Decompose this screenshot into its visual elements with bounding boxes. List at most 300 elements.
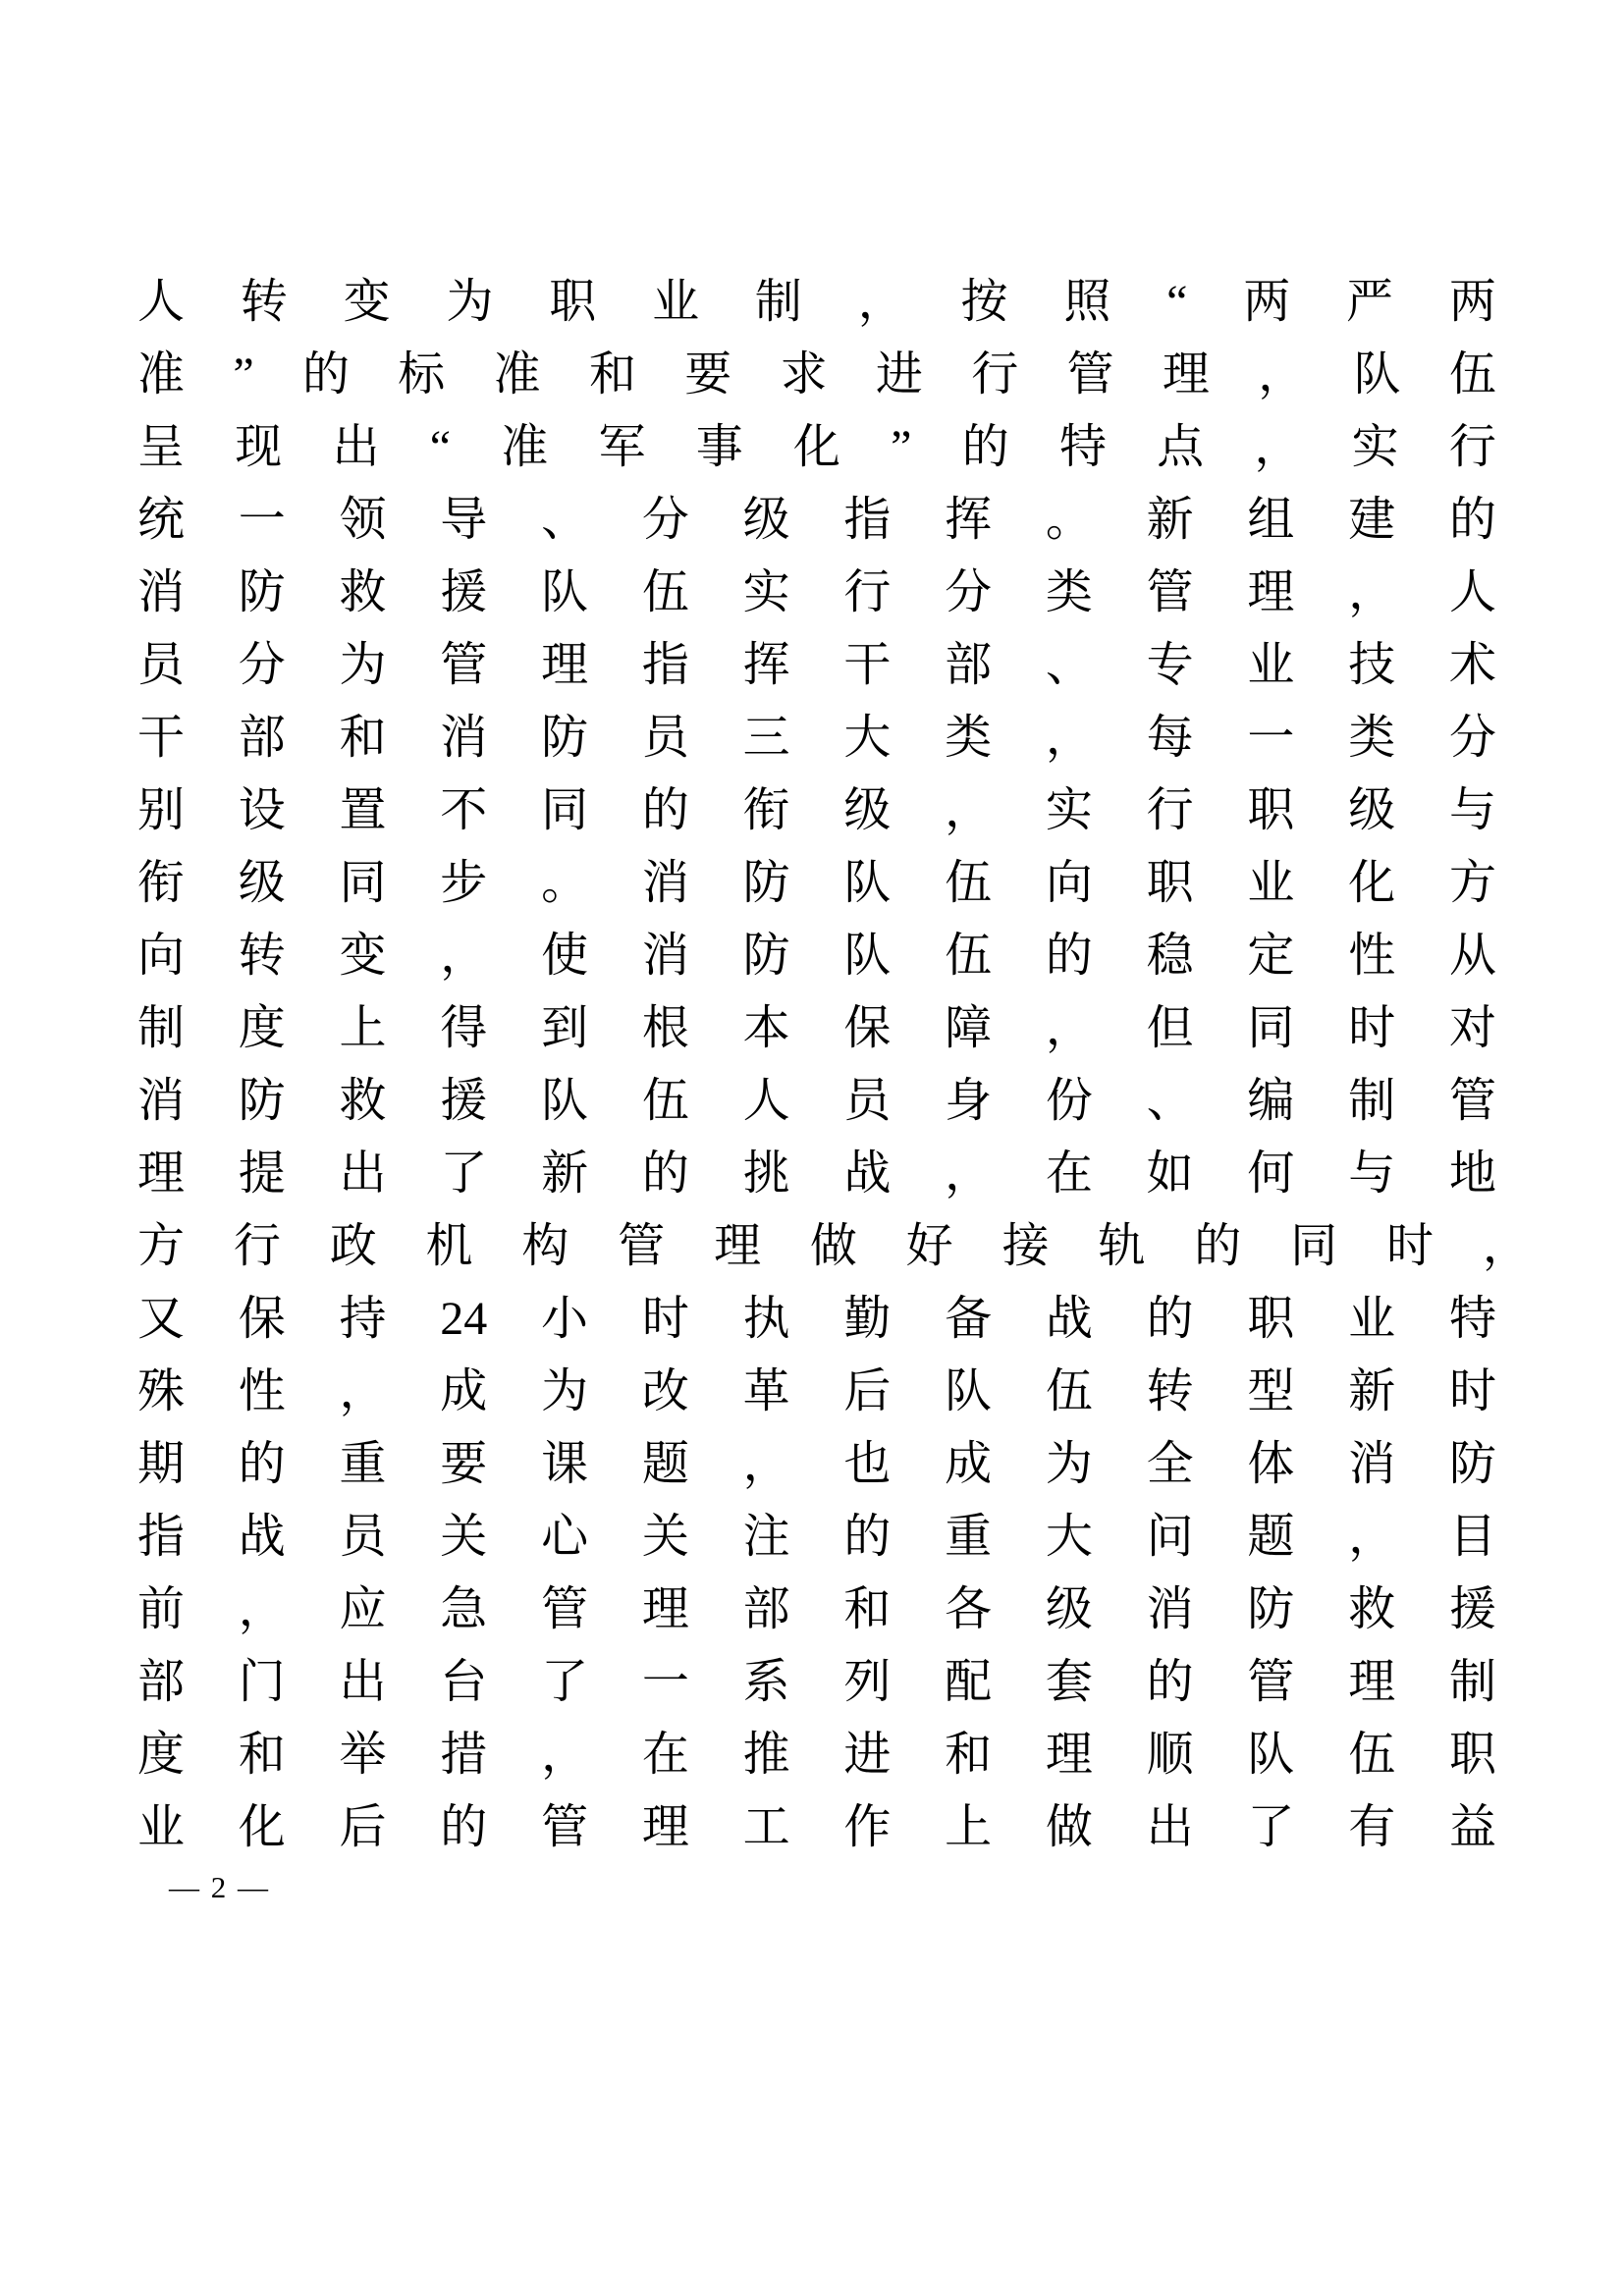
glyph: 的: [641, 784, 689, 836]
text-line: [137, 1367, 1496, 1416]
glyph: 勤: [843, 1293, 892, 1345]
glyph: 挥: [742, 639, 790, 691]
text-line: [137, 1077, 1496, 1126]
glyph: 台: [440, 1656, 488, 1708]
glyph: 伍: [641, 1075, 689, 1127]
glyph: 的: [238, 1438, 286, 1490]
text-line: [137, 568, 1496, 617]
glyph: 两: [1448, 276, 1496, 328]
glyph: 和: [238, 1729, 286, 1781]
glyph: “: [1166, 276, 1188, 328]
glyph: 置: [339, 784, 387, 836]
glyph: “: [429, 421, 452, 473]
glyph: 做: [1045, 1801, 1093, 1853]
glyph: 在: [641, 1729, 689, 1781]
glyph: 防: [1448, 1438, 1496, 1490]
glyph: 职: [1247, 1293, 1295, 1345]
glyph: 伍: [945, 857, 993, 909]
text-line: [137, 1731, 1496, 1780]
glyph: 领: [339, 494, 387, 546]
glyph: 技: [1348, 639, 1396, 691]
glyph: 防: [238, 1075, 286, 1127]
glyph: 从: [1448, 930, 1496, 982]
glyph: 应: [339, 1583, 387, 1635]
glyph: 行: [971, 348, 1019, 400]
glyph: 军: [598, 421, 646, 473]
glyph: 要: [440, 1438, 488, 1490]
glyph: 性: [1348, 930, 1396, 982]
glyph: ，: [857, 276, 905, 328]
glyph: 了: [440, 1148, 488, 1200]
glyph: 行: [233, 1220, 281, 1272]
glyph: 配: [945, 1656, 993, 1708]
glyph: 防: [742, 857, 790, 909]
glyph: 的: [301, 348, 350, 400]
glyph: 理: [1162, 348, 1210, 400]
glyph: 伍: [1348, 1729, 1396, 1781]
glyph: 呈: [137, 421, 186, 473]
glyph: 行: [1146, 784, 1194, 836]
glyph: 根: [641, 1002, 689, 1054]
text-line: [137, 1513, 1496, 1562]
glyph: 接: [1001, 1220, 1050, 1272]
glyph: 业: [1348, 1293, 1396, 1345]
glyph: 级: [843, 784, 892, 836]
glyph: 队: [541, 566, 589, 618]
glyph: 制: [1448, 1656, 1496, 1708]
glyph: 问: [1146, 1511, 1194, 1563]
glyph: 业: [1247, 857, 1295, 909]
glyph: 队: [843, 930, 892, 982]
glyph: 的: [1045, 930, 1093, 982]
glyph: 提: [238, 1148, 286, 1200]
glyph: 得: [440, 1002, 488, 1054]
glyph: 门: [238, 1656, 286, 1708]
text-line: [137, 1585, 1496, 1634]
glyph: 份: [1045, 1075, 1093, 1127]
glyph: ”: [233, 348, 254, 400]
glyph: 员: [843, 1075, 892, 1127]
glyph: 挑: [742, 1148, 790, 1200]
glyph: 别: [137, 784, 186, 836]
glyph: 队: [541, 1075, 589, 1127]
glyph: 关: [440, 1511, 488, 1563]
glyph: 三: [742, 712, 790, 764]
glyph: 职: [549, 276, 597, 328]
glyph: 人: [137, 276, 186, 328]
glyph: 同: [339, 857, 387, 909]
glyph: 改: [641, 1365, 689, 1417]
glyph: ，: [440, 930, 488, 982]
glyph: ，: [1045, 1002, 1093, 1054]
glyph: 防: [1247, 1583, 1295, 1635]
glyph: ，: [1254, 421, 1302, 473]
glyph: 目: [1448, 1511, 1496, 1563]
glyph: 的: [440, 1801, 488, 1853]
glyph: 和: [843, 1583, 892, 1635]
glyph: 又: [137, 1293, 186, 1345]
glyph: 员: [137, 639, 186, 691]
glyph: 为: [339, 639, 387, 691]
page-number: — 2 —: [169, 1870, 270, 1904]
glyph: 化: [1348, 857, 1396, 909]
glyph: 业: [137, 1801, 186, 1853]
glyph: 类: [945, 712, 993, 764]
body-text: [137, 276, 1530, 1876]
glyph: 好: [905, 1220, 953, 1272]
glyph: 进: [843, 1729, 892, 1781]
glyph: 顺: [1146, 1729, 1194, 1781]
glyph: ，: [1258, 348, 1306, 400]
text-line: [137, 641, 1496, 690]
glyph: 干: [137, 712, 186, 764]
glyph: 与: [1448, 784, 1496, 836]
glyph: 执: [742, 1293, 790, 1345]
glyph: 出: [1146, 1801, 1194, 1853]
glyph: 组: [1247, 494, 1295, 546]
glyph: 成: [440, 1365, 488, 1417]
glyph: 防: [742, 930, 790, 982]
glyph: 救: [1348, 1583, 1396, 1635]
glyph: 小: [541, 1293, 589, 1345]
text-line: [137, 423, 1496, 472]
glyph: 与: [1348, 1148, 1396, 1200]
glyph: 出: [339, 1148, 387, 1200]
glyph: 实: [1045, 784, 1093, 836]
glyph: 使: [541, 930, 589, 982]
glyph: 定: [1247, 930, 1295, 982]
text-line: [137, 1222, 1530, 1271]
glyph: 急: [440, 1583, 488, 1635]
glyph: 化: [238, 1801, 286, 1853]
glyph: 变: [343, 276, 391, 328]
glyph: 职: [1448, 1729, 1496, 1781]
text-line: [137, 1658, 1496, 1707]
text-line: [137, 1295, 1496, 1344]
glyph: 性: [238, 1365, 286, 1417]
glyph: 级: [1348, 784, 1396, 836]
text-line: [137, 1803, 1496, 1852]
text-line: [137, 932, 1496, 981]
glyph: 级: [742, 494, 790, 546]
glyph: 时: [1385, 1220, 1434, 1272]
glyph: 每: [1146, 712, 1194, 764]
glyph: 后: [339, 1801, 387, 1853]
glyph: 机: [425, 1220, 473, 1272]
glyph: 管: [618, 1220, 666, 1272]
glyph: 理: [714, 1220, 762, 1272]
glyph: 队: [1247, 1729, 1295, 1781]
glyph: ，: [541, 1729, 589, 1781]
glyph: 部: [238, 712, 286, 764]
glyph: 管: [1146, 566, 1194, 618]
text-line: [137, 859, 1496, 908]
glyph: 重: [945, 1511, 993, 1563]
text-line: [137, 278, 1496, 327]
glyph: 、: [1045, 639, 1093, 691]
glyph: ，: [339, 1365, 387, 1417]
glyph: 的: [1448, 494, 1496, 546]
glyph: 方: [137, 1220, 186, 1272]
glyph: 理: [137, 1148, 186, 1200]
glyph: 时: [641, 1293, 689, 1345]
glyph: 事: [695, 421, 743, 473]
glyph: 制: [1348, 1075, 1396, 1127]
glyph: 构: [521, 1220, 569, 1272]
glyph: 了: [1247, 1801, 1295, 1853]
glyph: 援: [1448, 1583, 1496, 1635]
glyph: 变: [339, 930, 387, 982]
glyph: 保: [843, 1002, 892, 1054]
glyph: 队: [1353, 348, 1401, 400]
glyph: 援: [440, 1075, 488, 1127]
glyph: 职: [1247, 784, 1295, 836]
glyph: 成: [945, 1438, 993, 1490]
glyph: 管: [440, 639, 488, 691]
glyph: 持: [339, 1293, 387, 1345]
glyph: 准: [137, 348, 186, 400]
glyph: 向: [137, 930, 186, 982]
glyph: 举: [339, 1729, 387, 1781]
glyph: 心: [541, 1511, 589, 1563]
glyph: 保: [238, 1293, 286, 1345]
glyph: 消: [137, 566, 186, 618]
glyph: 职: [1146, 857, 1194, 909]
glyph: 伍: [1045, 1365, 1093, 1417]
glyph: 一: [238, 494, 286, 546]
glyph: 上: [339, 1002, 387, 1054]
glyph: 关: [641, 1511, 689, 1563]
glyph: 防: [541, 712, 589, 764]
glyph: 的: [641, 1148, 689, 1200]
text-line: [137, 786, 1496, 835]
glyph: 向: [1045, 857, 1093, 909]
glyph: 和: [945, 1729, 993, 1781]
glyph: 同: [541, 784, 589, 836]
text-line: [137, 1004, 1496, 1053]
glyph: ，: [945, 784, 993, 836]
glyph: 按: [960, 276, 1008, 328]
glyph: 队: [945, 1365, 993, 1417]
glyph: ，: [1045, 712, 1093, 764]
glyph: 全: [1146, 1438, 1194, 1490]
glyph: 准: [501, 421, 549, 473]
glyph: 消: [641, 857, 689, 909]
glyph: 的: [961, 421, 1009, 473]
glyph: 各: [945, 1583, 993, 1635]
glyph: 在: [1045, 1148, 1093, 1200]
glyph: 部: [742, 1583, 790, 1635]
glyph: ，: [742, 1438, 790, 1490]
glyph: 制: [754, 276, 802, 328]
glyph: 专: [1146, 639, 1194, 691]
glyph: 为: [541, 1365, 589, 1417]
glyph: 照: [1063, 276, 1111, 328]
glyph: 后: [843, 1365, 892, 1417]
glyph: 前: [137, 1583, 186, 1635]
glyph: 的: [1146, 1293, 1194, 1345]
glyph: 指: [843, 494, 892, 546]
glyph: 标: [398, 348, 446, 400]
glyph: 时: [1348, 1002, 1396, 1054]
glyph: 转: [238, 930, 286, 982]
glyph: 步: [440, 857, 488, 909]
glyph: 干: [843, 639, 892, 691]
glyph: 救: [339, 1075, 387, 1127]
text-line: [137, 1149, 1496, 1199]
glyph: 部: [945, 639, 993, 691]
glyph: 理: [1348, 1656, 1396, 1708]
glyph: 推: [742, 1729, 790, 1781]
glyph: 导: [440, 494, 488, 546]
glyph: 到: [541, 1002, 589, 1054]
text-line: [137, 714, 1496, 763]
glyph: 准: [493, 348, 541, 400]
glyph: 工: [742, 1801, 790, 1853]
glyph: 题: [641, 1438, 689, 1490]
glyph: 伍: [1448, 348, 1496, 400]
glyph: 类: [1045, 566, 1093, 618]
glyph: 革: [742, 1365, 790, 1417]
glyph: 统: [137, 494, 186, 546]
glyph: 时: [1448, 1365, 1496, 1417]
glyph: 新: [541, 1148, 589, 1200]
glyph: 消: [137, 1075, 186, 1127]
glyph: 类: [1348, 712, 1396, 764]
glyph: 出: [339, 1656, 387, 1708]
glyph: 严: [1346, 276, 1394, 328]
glyph: ”: [891, 421, 912, 473]
glyph: 措: [440, 1729, 488, 1781]
glyph: 消: [440, 712, 488, 764]
glyph: 为: [446, 276, 494, 328]
glyph: 消: [1146, 1583, 1194, 1635]
glyph: 级: [238, 857, 286, 909]
text-line: [137, 496, 1496, 545]
glyph: 队: [843, 857, 892, 909]
glyph: 何: [1247, 1148, 1295, 1200]
glyph: 行: [1448, 421, 1496, 473]
glyph: 但: [1146, 1002, 1194, 1054]
glyph: 实: [1351, 421, 1399, 473]
glyph: 的: [843, 1511, 892, 1563]
glyph: 新: [1348, 1365, 1396, 1417]
glyph: 伍: [641, 566, 689, 618]
glyph: 实: [742, 566, 790, 618]
glyph: 和: [339, 712, 387, 764]
glyph: 设: [238, 784, 286, 836]
glyph: 员: [641, 712, 689, 764]
glyph: 行: [843, 566, 892, 618]
glyph: 业: [1247, 639, 1295, 691]
glyph: 出: [332, 421, 380, 473]
glyph: 理: [1247, 566, 1295, 618]
glyph: 部: [137, 1656, 186, 1708]
glyph: ，: [1348, 1511, 1396, 1563]
glyph: 轨: [1098, 1220, 1146, 1272]
glyph: 指: [137, 1511, 186, 1563]
glyph: 、: [541, 494, 589, 546]
glyph: 两: [1243, 276, 1291, 328]
glyph: 点: [1157, 421, 1205, 473]
glyph: 管: [1448, 1075, 1496, 1127]
glyph: 障: [945, 1002, 993, 1054]
glyph: 人: [1448, 566, 1496, 618]
glyph: 上: [945, 1801, 993, 1853]
glyph: 重: [339, 1438, 387, 1490]
glyph: 消: [1348, 1438, 1396, 1490]
glyph: 备: [945, 1293, 993, 1345]
glyph: 本: [742, 1002, 790, 1054]
glyph: 级: [1045, 1583, 1093, 1635]
glyph: 益: [1448, 1801, 1496, 1853]
glyph: 了: [541, 1656, 589, 1708]
glyph: 战: [238, 1511, 286, 1563]
glyph: 方: [1448, 857, 1496, 909]
glyph: 管: [1066, 348, 1114, 400]
glyph: 救: [339, 566, 387, 618]
glyph: 求: [780, 348, 828, 400]
glyph: 型: [1247, 1365, 1295, 1417]
glyph: 战: [1045, 1293, 1093, 1345]
glyph: 挥: [945, 494, 993, 546]
glyph: 制: [137, 1002, 186, 1054]
glyph: 课: [541, 1438, 589, 1490]
glyph: 转: [1146, 1365, 1194, 1417]
glyph: ，: [945, 1148, 993, 1200]
text-line: [137, 350, 1496, 400]
glyph: 衔: [137, 857, 186, 909]
glyph: 管: [541, 1801, 589, 1853]
glyph: 一: [641, 1656, 689, 1708]
glyph: 地: [1448, 1148, 1496, 1200]
glyph: 。: [541, 857, 589, 909]
glyph: 的: [1146, 1656, 1194, 1708]
text-line: [137, 1440, 1496, 1489]
glyph: 不: [440, 784, 488, 836]
glyph: 转: [240, 276, 288, 328]
glyph: 战: [843, 1148, 892, 1200]
glyph: 分: [641, 494, 689, 546]
glyph: 理: [541, 639, 589, 691]
glyph: 分: [238, 639, 286, 691]
glyph: ，: [238, 1583, 286, 1635]
glyph: 理: [641, 1583, 689, 1635]
glyph: 稳: [1146, 930, 1194, 982]
glyph: 现: [235, 421, 283, 473]
glyph: 防: [238, 566, 286, 618]
glyph: 的: [1194, 1220, 1242, 1272]
glyph: 分: [1448, 712, 1496, 764]
glyph: 套: [1045, 1656, 1093, 1708]
glyph: 同: [1247, 1002, 1295, 1054]
glyph: 管: [541, 1583, 589, 1635]
glyph: 期: [137, 1438, 186, 1490]
glyph: 殊: [137, 1365, 186, 1417]
glyph: 和: [588, 348, 636, 400]
glyph: 消: [641, 930, 689, 982]
glyph: 理: [1045, 1729, 1093, 1781]
glyph: 伍: [945, 930, 993, 982]
glyph: 衔: [742, 784, 790, 836]
glyph: 做: [809, 1220, 857, 1272]
glyph: 术: [1448, 639, 1496, 691]
glyph: 身: [945, 1075, 993, 1127]
glyph: 作: [843, 1801, 892, 1853]
glyph: 度: [238, 1002, 286, 1054]
glyph: ，: [1482, 1220, 1530, 1272]
glyph: 政: [329, 1220, 377, 1272]
